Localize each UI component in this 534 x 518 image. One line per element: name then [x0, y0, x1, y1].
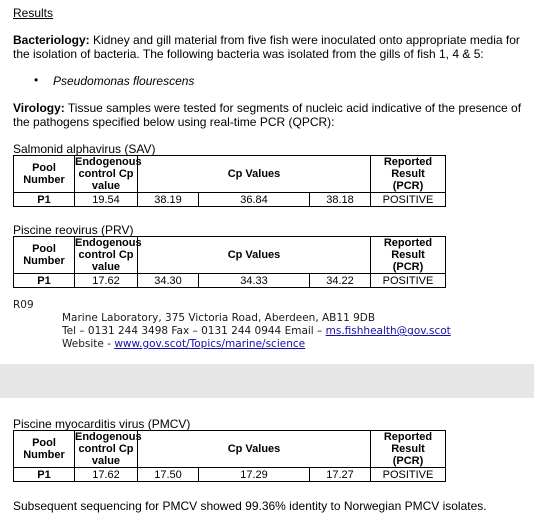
table-header-row: [14, 431, 446, 468]
page-bottom: [0, 398, 534, 518]
table-row: [14, 274, 446, 288]
cell-cp-3: 17.27: [310, 468, 371, 482]
table-row: [14, 193, 446, 207]
cell-result: POSITIVE: [371, 274, 446, 288]
bacteriology-label: Bacteriology:: [13, 33, 90, 47]
cp-table-pmcv: [13, 430, 446, 482]
cell-pool: P1: [14, 468, 75, 482]
lab-address: Marine Laboratory, 375 Victoria Road, Aberdeen, AB11 9DB: [62, 312, 376, 324]
page-break: [0, 364, 534, 398]
header-pool: Pool Number: [14, 431, 75, 468]
bullet-marker: •: [34, 73, 39, 87]
virology-line-1: [13, 101, 521, 115]
table-title-prv: Piscine reovirus (PRV): [13, 223, 134, 237]
header-endogenous: Endogenous control Cp value: [75, 156, 142, 192]
bacteriology-line-1: [13, 33, 520, 47]
header-reported: Reported Result (PCR): [371, 156, 446, 193]
table-header-row: [14, 156, 446, 193]
sequencing-note: Subsequent sequencing for PMCV showed 99.36% identity to Norwegian PMCV isolates.: [13, 499, 487, 513]
cell-result: POSITIVE: [371, 468, 446, 482]
cell-pool: P1: [14, 193, 75, 207]
cell-cp-2: 34.33: [199, 274, 310, 288]
cell-cp-1: 17.50: [138, 468, 199, 482]
cp-table-prv: [13, 236, 446, 288]
virology-line-2: the pathogens specified below using real-time PCR (QPCR):: [13, 115, 335, 129]
cell-pool: P1: [14, 274, 75, 288]
lab-contact: Tel – 0131 244 3498 Fax – 0131 244 0944 Email – ms.fishhealth@gov.scot: [62, 325, 451, 337]
website-link[interactable]: www.gov.scot/Topics/marine/science: [114, 338, 306, 350]
cp-table-sav: [13, 155, 446, 207]
cell-cp-1: 38.19: [138, 193, 199, 207]
cell-endogenous: 19.54: [75, 193, 138, 207]
header-cp-values: Cp Values: [138, 431, 371, 468]
table-title-sav: Salmonid alphavirus (SAV): [13, 142, 156, 156]
bacteriology-text-1: Kidney and gill material from five fish were inoculated onto appropriate media for: [89, 33, 520, 47]
header-reported: Reported Result (PCR): [371, 237, 446, 274]
table-row: [14, 468, 446, 482]
results-heading: Results: [13, 6, 54, 20]
header-endogenous: Endogenous control Cp value: [75, 237, 142, 273]
header-pool: Pool Number: [14, 156, 75, 193]
header-cp-values: Cp Values: [138, 156, 371, 193]
bacteria-organism: Pseudomonas flourescens: [53, 74, 195, 88]
cell-endogenous: 17.62: [75, 468, 138, 482]
table-title-pmcv: Piscine myocarditis virus (PMCV): [13, 417, 191, 431]
cell-result: POSITIVE: [371, 193, 446, 207]
cell-cp-1: 34.30: [138, 274, 199, 288]
header-endogenous: Endogenous control Cp value: [75, 431, 142, 467]
email-link[interactable]: ms.fishhealth@gov.scot: [325, 325, 451, 337]
cell-cp-3: 38.18: [310, 193, 371, 207]
table-header-row: [14, 237, 446, 274]
bacteriology-line-2: the isolation of bacteria. The following bacteria was isolated from the gills of fish 1, 4 & 5:: [13, 47, 484, 61]
cell-cp-2: 17.29: [199, 468, 310, 482]
header-reported: Reported Result (PCR): [371, 431, 446, 468]
header-cp-values: Cp Values: [138, 237, 371, 274]
lab-website: Website - www.gov.scot/Topics/marine/science: [62, 338, 306, 350]
cell-endogenous: 17.62: [75, 274, 138, 288]
cell-cp-3: 34.22: [310, 274, 371, 288]
report-code: R09: [13, 299, 34, 311]
virology-text-1: Tissue samples were tested for segments of nucleic acid indicative of the presence of: [64, 101, 522, 115]
header-pool: Pool Number: [14, 237, 75, 274]
virology-label: Virology:: [13, 101, 65, 115]
cell-cp-2: 36.84: [199, 193, 310, 207]
